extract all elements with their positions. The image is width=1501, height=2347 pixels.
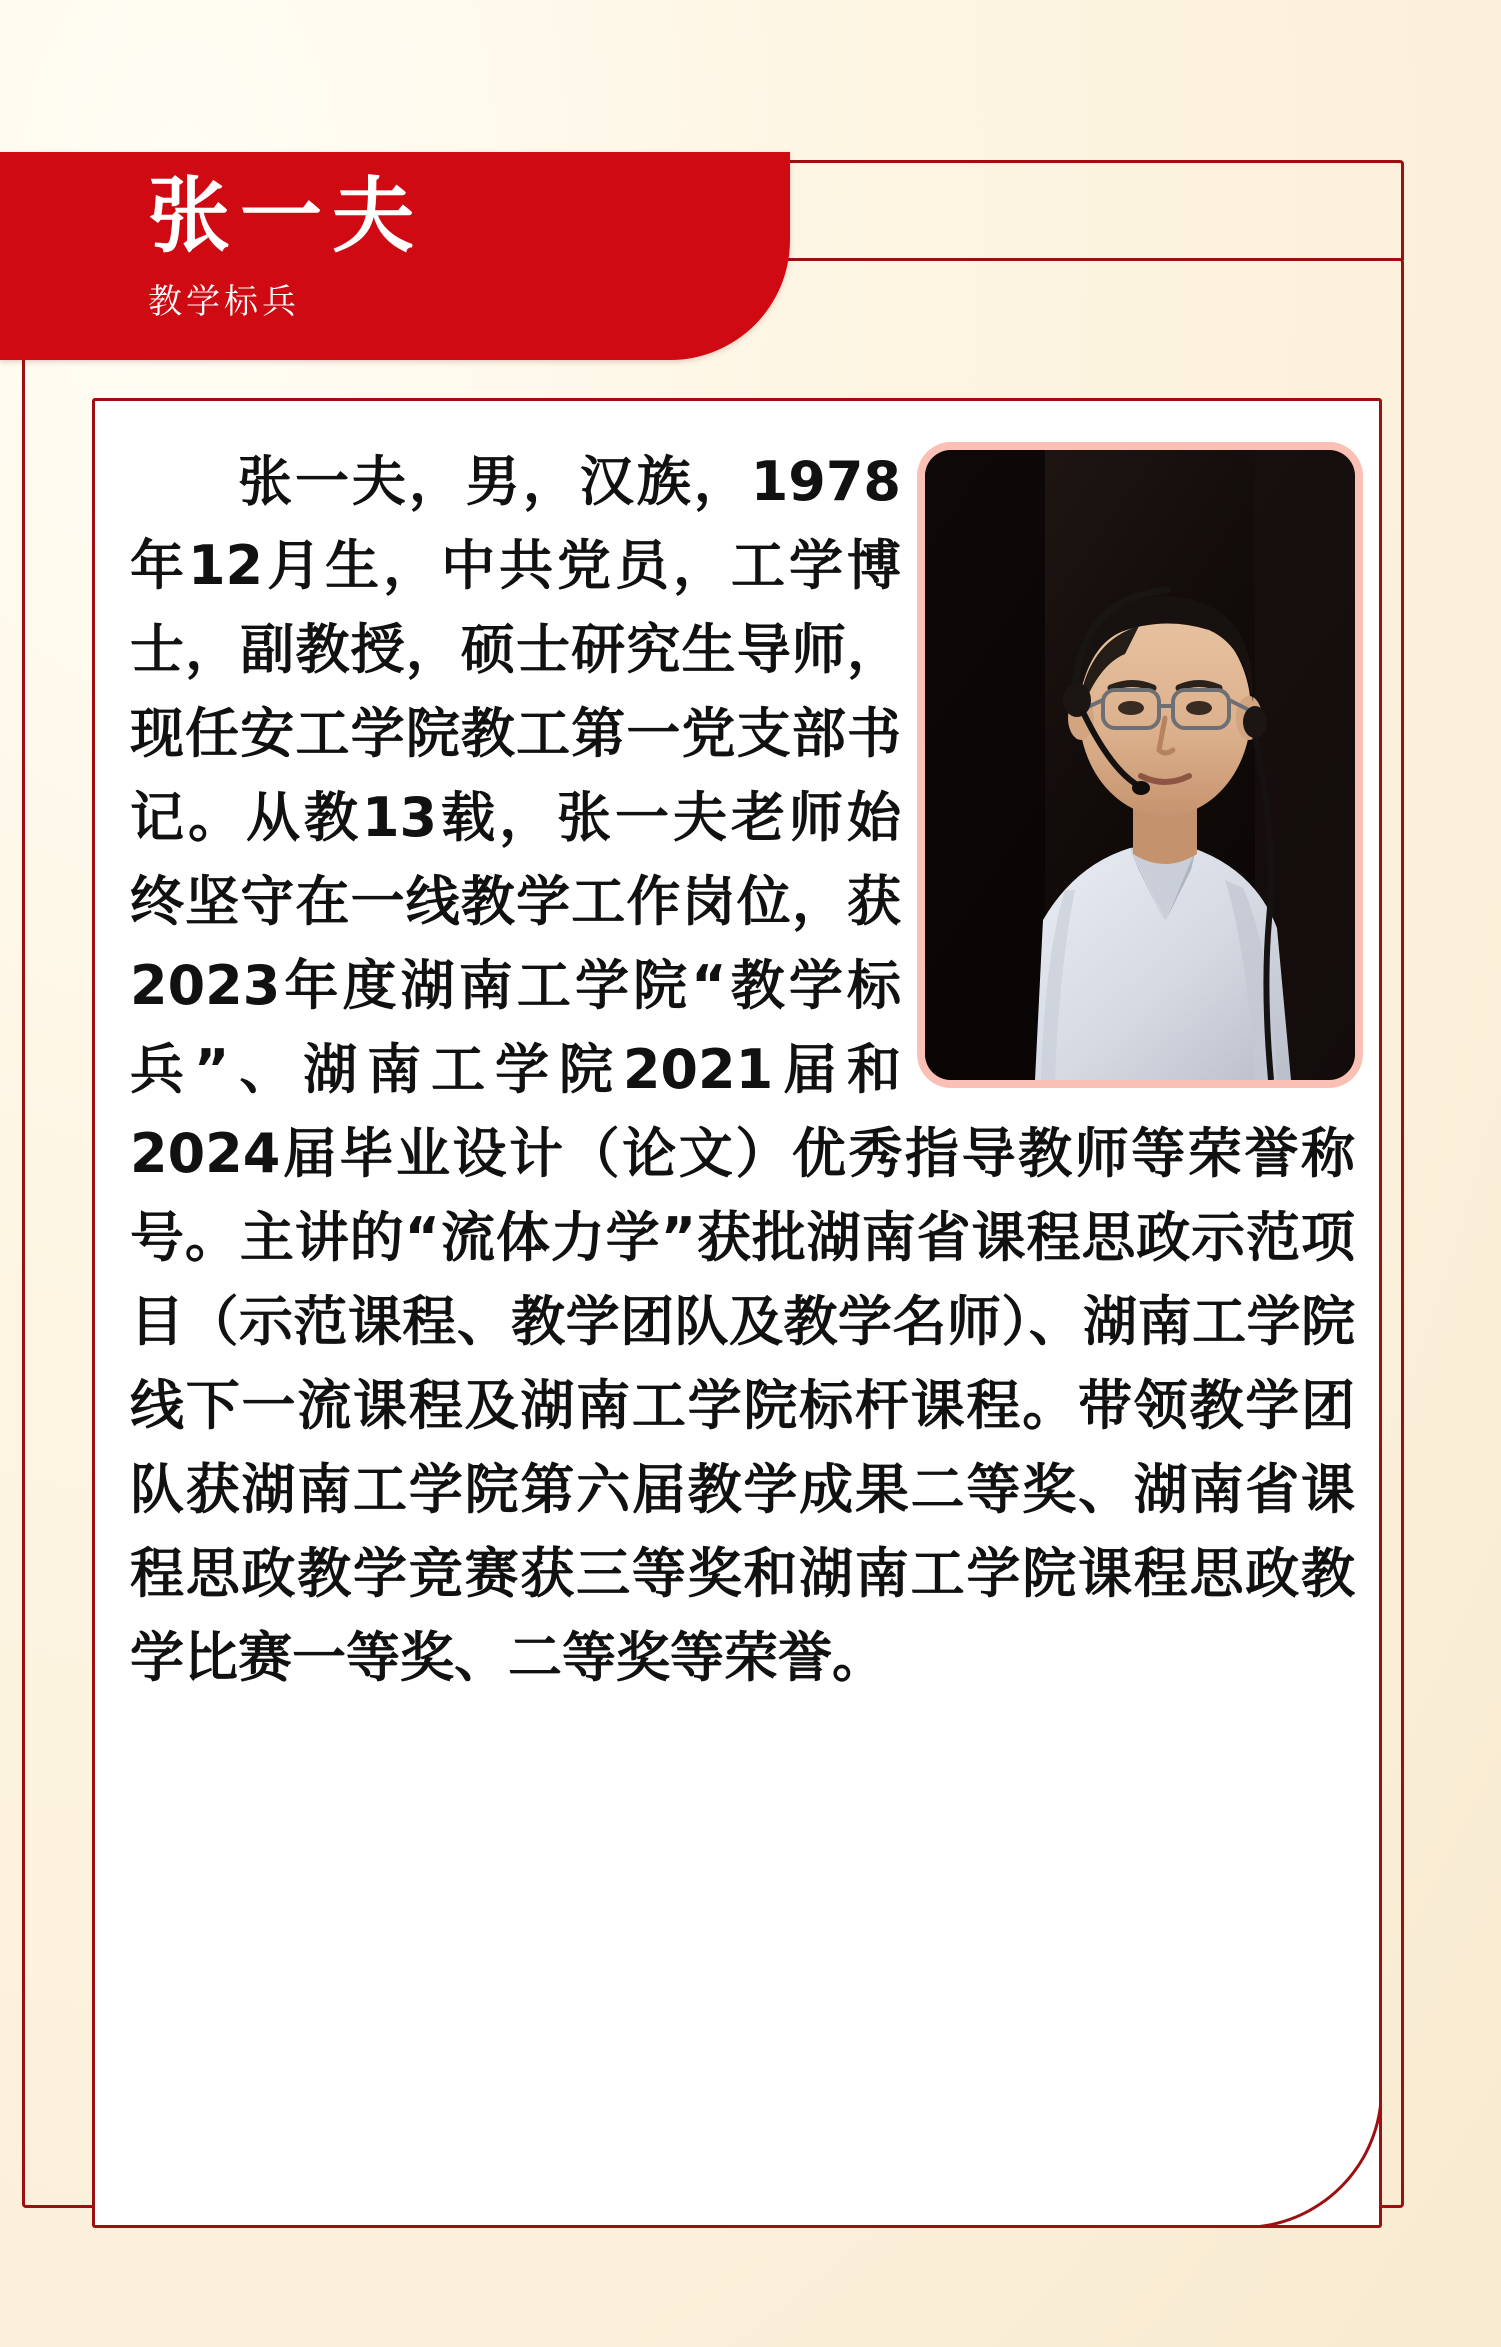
page-title: 张一夫 <box>148 171 425 262</box>
name-banner <box>0 152 790 360</box>
biography-block <box>130 440 1355 1700</box>
biography-text: 张一夫，男，汉族，1978年12月生，中共党员，工学博士，副教授，硕士研究生导师，现任安工学院教工第一党支部书记。从教13载，张一夫老师始终坚守在一线教学工作岗位，获2023年度湖南工学院“教学标兵”、湖南工学院2021届和2024届毕业设计（论文）优秀指导教师等荣誉称号。主讲的“流体力学”获批湖南省课程思政示范项目（示范课程、教学团队及教学名师）、湖南工学院线下一流课程及湖南工学院标杆课程。带领教学团队获湖南工学院第六届教学成果二等奖、湖南省课程思政教学竞赛获三等奖和湖南工学院课程思政教学比赛一等奖、二等奖等荣誉。 <box>130 450 1355 1689</box>
page-subtitle: 教学标兵 <box>148 283 300 322</box>
portrait-photo <box>925 450 1355 1080</box>
card-corner-accent <box>1233 2079 1382 2228</box>
